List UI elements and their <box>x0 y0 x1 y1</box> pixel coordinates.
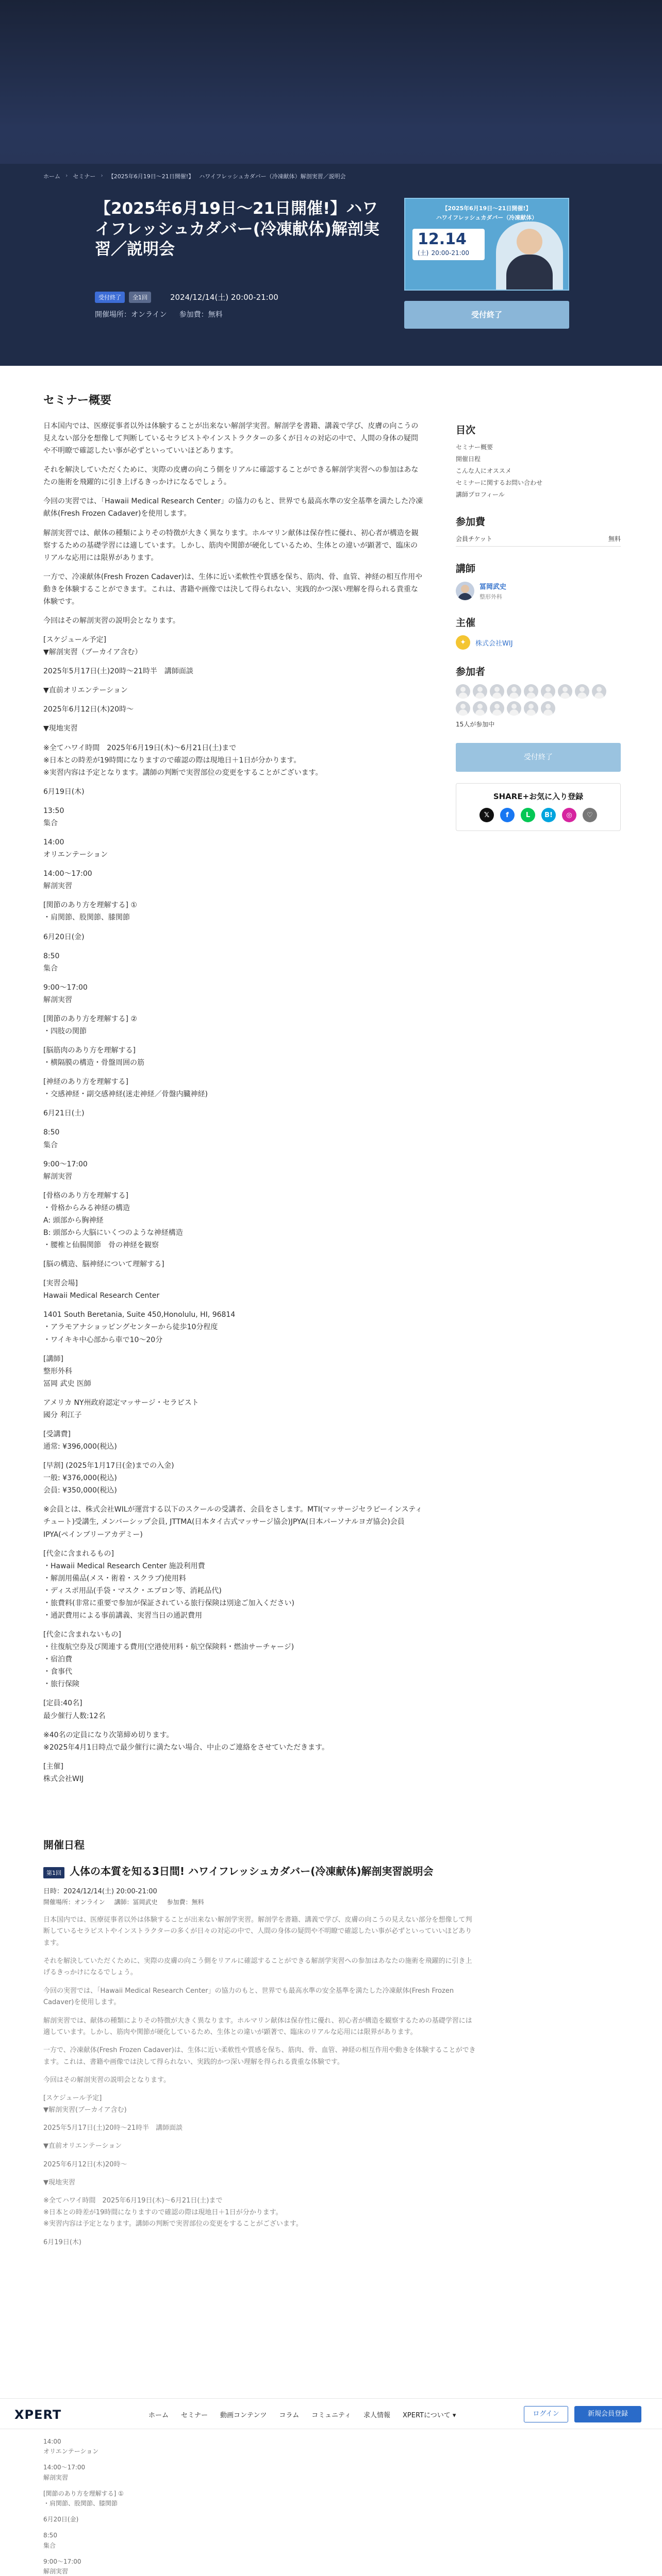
paragraph: 6月20日(金) <box>43 2516 79 2523</box>
paragraph: 6月19日(木) <box>43 787 85 796</box>
paragraph: 今回の実習では、「Hawaii Medical Research Center」の協力のもと、世界でも最高水準の安全基準を満たした冷凍献体(Fresh Frozen Cadaver)を使用します。 <box>43 497 423 518</box>
paragraph: 一方で、冷凍献体(Fresh Frozen Cadaver)は、生体に近い柔軟性や質感を保ち、筋肉、骨、血管、神経の相互作用や動きを体験することができます。これは、書籍や画像では決して得られない、実践的かつ深い理解を得られる貴重な体験です。 <box>43 572 423 606</box>
event-meta <box>95 309 223 319</box>
paragraph: 解剖実習では、献体の種類によりその特徴が大きく異なります。ホルマリン献体は保存性に優れ、初心者が構造を観察するための基礎学習には適しています。しかし、筋肉や関節が硬化しているため、生体との違いが顕著で、臨床のリアルな応用には限界があります。 <box>43 529 419 562</box>
breadcrumb-event-date: 【2025年6月19日〜21日開催!】 <box>108 173 194 180</box>
schedule-section <box>43 1837 476 2255</box>
event-fee: 参加費：無料 <box>179 311 223 319</box>
paragraph: 今回の実習では、「Hawaii Medical Research Center」の協力のもと、世界でも最高水準の安全基準を満たした冷凍献体(Fresh Frozen Cadaver)を使用します。 <box>43 1987 456 2007</box>
fee-ticket-name: 会員チケット <box>456 535 492 543</box>
participant-avatar <box>541 684 555 699</box>
toc-item-recommend[interactable]: こんな人にオススメ <box>456 467 511 474</box>
lecturer-title: 講師 <box>456 563 476 574</box>
paragraph: ▼直前オリエンテーション <box>43 2142 122 2150</box>
paragraph: 13:50 集合 <box>43 806 64 827</box>
participant-avatar <box>507 684 521 699</box>
x-icon[interactable]: 𝕏 <box>479 808 494 822</box>
participant-avatar <box>541 701 555 716</box>
schedule-fee: 参加費：無料 <box>167 1899 204 1906</box>
paragraph: ※全てハワイ時間 2025年6月19日(木)〜6月21日(土)まで ※日本との時差が19時間になりますので確認の際は現地日＋1日が分かります。 ※実習内容は予定となります。講師の判断で実習部位の変更をすることがございます。 <box>43 743 323 777</box>
paragraph: 6月21日(土) <box>43 1109 85 1118</box>
paragraph: それを解決していただくために、実際の皮膚の向こう側をリアルに確認することができる解剖学実習への参加はあなたの施術を飛躍的に引き上げるきっかけになるでしょう。 <box>43 466 419 487</box>
thumbnail-line2: ハワイフレッシュカダバー（冷凍献体） <box>436 214 538 221</box>
paragraph: ※全てハワイ時間 2025年6月19日(木)〜6月21日(土)まで ※日本との時差が19時間になりますので確認の際は現地日＋1日が分かります。 ※実習内容は予定となります。講師の判断で実習部位の変更をすることがございます。 <box>43 2197 303 2228</box>
facebook-icon[interactable]: f <box>500 808 515 822</box>
paragraph: [スケジュール予定] ▼解剖実習(ブーカイア含む) <box>43 2094 127 2114</box>
paragraph: 2025年6月12日(木)20時〜 <box>43 705 134 714</box>
paragraph: [脳の構造、脳神経について理解する] <box>43 1260 164 1269</box>
paragraph: [代金に含まれないもの] ・往復航空券及び関連する費用(空港使用料・航空保険料・燃油サーチャージ) ・宿泊費 ・食事代 ・旅行保険 <box>43 1631 294 1689</box>
schedule-body <box>43 1914 476 2248</box>
thumbnail-day: (土) <box>418 249 429 257</box>
organizer-block <box>456 615 621 650</box>
paragraph: [脳筋肉のあり方を理解する] ・横隔膜の構造・骨盤周囲の筋 <box>43 1046 144 1067</box>
paragraph: 一方で、冷凍献体(Fresh Frozen Cadaver)は、生体に近い柔軟性や質感を保ち、筋肉、骨、血管、神経の相互作用や動きを体験することができます。これは、書籍や画像では決して得られない、実践的かつ深い理解を得られる貴重な体験です。 <box>43 2046 476 2066</box>
site-logo[interactable]: XPERT <box>14 2408 62 2422</box>
paragraph: 14:00 オリエンテーション <box>43 2438 99 2455</box>
line-icon[interactable]: L <box>521 808 535 822</box>
participant-avatars <box>456 684 621 716</box>
fee-row <box>456 534 621 547</box>
toc-item-lecturer[interactable]: 講師プロフィール <box>456 491 505 498</box>
status-badge: 受付終了 <box>95 292 125 303</box>
schedule-title: 開催日程 <box>43 1839 85 1851</box>
paragraph: [定員:40名] 最少催行人数:12名 <box>43 1699 106 1720</box>
participant-avatar <box>490 684 504 699</box>
fee-block <box>456 514 621 547</box>
main-nav <box>148 2410 456 2419</box>
paragraph: 2025年6月12日(木)20時〜 <box>43 2160 127 2168</box>
thumbnail-line1: 【2025年6月19日〜21日開催!】 <box>442 205 532 212</box>
paragraph: 2025年5月17日(土)20時〜21時半 講師面談 <box>43 2124 183 2132</box>
paragraph: 8:50 集合 <box>43 952 60 973</box>
fee-ticket-value: 無料 <box>608 535 621 543</box>
participant-avatar <box>524 701 538 716</box>
paragraph: 今回はその解剖実習の説明会となります。 <box>43 617 180 625</box>
participant-avatar <box>524 684 538 699</box>
paragraph: [受講費] 通常: ¥396,000(税込) <box>43 1430 117 1451</box>
sidebar <box>456 422 621 831</box>
nav-about[interactable]: XPERTについて ▾ <box>402 2412 456 2419</box>
paragraph: 6月20日(金) <box>43 933 85 941</box>
paragraph: 6月19日(木) <box>43 2238 81 2246</box>
session-badge: 第1回 <box>43 1867 64 1878</box>
paragraph: 解剖実習では、献体の種類によりその特徴が大きく異なります。ホルマリン献体は保存性に優れ、初心者が構造を観察するための基礎学習には適しています。しかし、筋肉や関節が硬化しているため、生体との違いが顕著で、臨床のリアルな応用には限界があります。 <box>43 2016 472 2036</box>
paragraph: [スケジュール予定] ▼解剖実習（ブーカイア含む） <box>43 636 142 657</box>
paragraph: 14:00〜17:00 解剖実習 <box>43 870 92 891</box>
organizer-card[interactable] <box>456 635 621 650</box>
toc-block <box>456 422 621 499</box>
toc-list <box>456 443 621 499</box>
event-venue: 開催場所：オンライン <box>95 311 167 319</box>
thumbnail-date <box>412 229 485 260</box>
thumbnail-date-value: 12.14 <box>418 230 467 248</box>
event-tags <box>95 292 151 303</box>
breadcrumb-event-name: ハワイフレッシュカダバー（冷凍献体）解剖実習／説明会 <box>199 173 346 180</box>
paragraph: [実習会場] Hawaii Medical Research Center <box>43 1279 160 1300</box>
schedule-lecturer: 講師：冨岡武史 <box>114 1899 158 1906</box>
lecturer-block <box>456 561 621 601</box>
session-count-badge: 全1回 <box>129 292 151 303</box>
share-title: SHARE+お気に入り登録 <box>493 792 584 801</box>
paragraph: [神経のあり方を理解する] ・交感神経・副交感神経(迷走神経／骨盤内臓神経) <box>43 1078 208 1099</box>
schedule-continued <box>43 2437 425 2576</box>
participants-title: 参加者 <box>456 666 486 677</box>
lecturer-role: 整形外科 <box>479 594 502 600</box>
paragraph: [講師] 整形外科 冨岡 武史 医師 <box>43 1354 91 1388</box>
paragraph: 8:50 集合 <box>43 2532 57 2549</box>
schedule-meta <box>43 1897 476 1906</box>
login-button[interactable]: ログイン <box>524 2406 568 2422</box>
paragraph: 14:00 オリエンテーション <box>43 838 108 859</box>
overview-title: セミナー概要 <box>43 394 112 407</box>
paragraph: 14:00〜17:00 解剖実習 <box>43 2464 86 2481</box>
share-icons <box>456 808 620 822</box>
breadcrumb-seminar[interactable]: セミナー <box>73 173 96 180</box>
fee-title: 参加費 <box>456 516 486 528</box>
paragraph: 日本国内では、医療従事者以外は体験することが出来ない解剖学実習。解剖学を書籍、講義で学び、皮膚の向こうの見えない部分を想像して判断しているセラピストやインストラクターの多くが日々の対応の中で、人間の身体の疑問や不明瞭で確認したい事が必ずといっていいほどあります。 <box>43 422 419 455</box>
paragraph: 1401 South Beretania, Suite 450,Honolulu, HI, 96814 ・アラモアナショッピングセンターから徒歩10分程度 ・ワイキキ中心部から車で10〜20分 <box>43 1311 236 1344</box>
hero-section <box>0 0 662 366</box>
instagram-icon[interactable]: ◎ <box>562 808 576 822</box>
nav-videos[interactable]: 動画コンテンツ <box>220 2412 267 2419</box>
paragraph: 9:00〜17:00 解剖実習 <box>43 1160 88 1181</box>
paragraph: 9:00〜17:00 解剖実習 <box>43 983 88 1004</box>
nav-jobs[interactable]: 求人情報 <box>363 2412 390 2419</box>
participant-avatar <box>456 684 470 699</box>
paragraph: ※会員とは、株式会社WILが運営する以下のスクールの受講者、会員をさします。MTI(マッサージセラピーインスティチュート)受講生, メンバーシップ会員, JTTMA(日本タイ古式マッサージ協会)JPYA(日本パーソナルヨガ協会)会員IPYA(ペインブリーアカデミー) <box>43 1505 423 1539</box>
nav-home[interactable]: ホーム <box>148 2412 169 2419</box>
toc-title: 目次 <box>456 425 476 436</box>
paragraph: それを解決していただくために、実際の皮膚の向こう側をリアルに確認することができる解剖学実習への参加はあなたの施術を飛躍的に引き上げるきっかけになるでしょう。 <box>43 1957 472 1977</box>
toc-item-overview[interactable]: セミナー概要 <box>456 444 493 451</box>
paragraph: [早割] (2025年1月17日(金)までの入金) 一般: ¥376,000(税込) 会員: ¥350,000(税込) <box>43 1462 174 1495</box>
participant-avatar <box>507 701 521 716</box>
participant-avatar <box>575 684 589 699</box>
register-button[interactable]: 新規会員登録 <box>574 2406 641 2422</box>
paragraph: アメリカ NY州政府認定マッサージ・セラピスト 國分 利江子 <box>43 1398 199 1419</box>
paragraph: ▼直前オリエンテーション <box>43 686 128 695</box>
nav-community[interactable]: コミュニティ <box>311 2412 351 2419</box>
schedule-datetime: 日時：2024/12/14(土) 20:00-21:00 <box>43 1888 157 1895</box>
paragraph: 2025年5月17日(土)20時〜21時半 講師面談 <box>43 667 193 676</box>
paragraph: ▼現地実習 <box>43 2179 75 2187</box>
paragraph: 8:50 集合 <box>43 1128 60 1149</box>
participant-avatar <box>473 701 487 716</box>
event-thumbnail <box>404 198 569 291</box>
thumbnail-time: 20:00-21:00 <box>431 249 469 257</box>
sidebar-closed-button[interactable]: 受付終了 <box>456 743 621 772</box>
site-header <box>0 2398 662 2429</box>
participant-avatar <box>456 701 470 716</box>
nav-seminar[interactable]: セミナー <box>181 2412 208 2419</box>
paragraph: [関節のあり方を理解する] ① ・肩関節、股関節、膝関節 <box>43 2489 124 2507</box>
participant-avatar <box>592 684 606 699</box>
paragraph: [骨格のあり方を理解する] ・骨格からみる神経の構造 A: 頭部から胸神経 B: 頭部から大脳にいくつのような神経構造 ・腰椎と仙腸関節 骨の神経を観察 <box>43 1191 183 1250</box>
bookmark-icon[interactable]: ♡ <box>583 808 597 822</box>
participants-block <box>456 664 621 728</box>
participant-avatar <box>490 701 504 716</box>
paragraph: 9:00〜17:00 解剖実習 <box>43 2557 81 2575</box>
overview-body <box>43 420 425 1785</box>
closed-button[interactable]: 受付終了 <box>404 301 569 329</box>
nav-column[interactable]: コラム <box>279 2412 300 2419</box>
breadcrumb: ホーム › セミナー › 【2025年6月19日〜21日開催!】 ハワイフレッシュカダバー（冷凍献体）解剖実習／説明会 <box>43 172 346 180</box>
organizer-title: 主催 <box>456 617 476 629</box>
participants-count: 15人が参加中 <box>456 721 495 728</box>
overview-section <box>43 392 425 1792</box>
toc-item-contact[interactable]: セミナーに関するお問い合わせ <box>456 479 543 486</box>
hatena-icon[interactable]: B! <box>541 808 556 822</box>
schedule-venue: 開催場所：オンライン <box>43 1899 105 1906</box>
participant-avatar <box>558 684 572 699</box>
toc-item-schedule[interactable]: 開催日程 <box>456 455 481 463</box>
lecturer-photo <box>496 222 563 291</box>
schedule-card-header <box>43 1864 476 1878</box>
lecturer-card[interactable] <box>456 581 621 601</box>
avatar <box>456 582 474 600</box>
breadcrumb-home[interactable]: ホーム <box>43 173 60 180</box>
schedule-continued-body <box>43 2437 425 2576</box>
event-datetime: 2024/12/14(土) 20:00-21:00 <box>170 293 278 302</box>
schedule-card-title: 人体の本質を知る3日間! ハワイフレッシュカダバー(冷凍献体)解剖実習説明会 <box>70 1865 434 1877</box>
paragraph: 日本国内では、医療従事者以外は体験することが出来ない解剖学実習。解剖学を書籍、講義で学び、皮膚の向こうの見えない部分を想像して判断しているセラピストやインストラクターの多くが日々の対応の中で、人間の身体の疑問や不明瞭で確認したい事が必ずといっていいほどあります。 <box>43 1916 472 1947</box>
paragraph: ※40名の定員になり次第締め切ります。 ※2025年4月1日時点で最少催行に満たない場合、中止のご連絡をさせていただきます。 <box>43 1731 329 1752</box>
organizer-logo-icon: ✦ <box>456 635 470 650</box>
paragraph: [代金に含まれるもの] ・Hawaii Medical Research Center 施設利用費 ・解剖用備品(メス・術着・スクラブ)使用料 ・ディスポ用品(手袋・マスク・エプロン等、消耗品代) ・旅費料(非常に重要で参加が保証されている旅行保険は別途ご加入ください) ・通訳費用による事前講義、実習当日の通訳費用 <box>43 1549 294 1620</box>
page-title: 【2025年6月19日〜21日開催!】ハワイフレッシュカダバー(冷凍献体)解剖実習／説明会 <box>95 199 379 259</box>
paragraph: [主催] 株式会社WIJ <box>43 1762 84 1783</box>
organizer-name[interactable]: 株式会社WIJ <box>475 639 513 648</box>
share-box <box>456 783 621 831</box>
paragraph: [関節のあり方を理解する] ① ・肩関節、股関節、膝関節 <box>43 901 137 922</box>
participant-avatar <box>473 684 487 699</box>
paragraph: [関節のあり方を理解する] ② ・四肢の関節 <box>43 1014 137 1036</box>
paragraph: ▼現地実習 <box>43 724 78 733</box>
lecturer-name[interactable]: 冨岡武史 <box>479 583 507 591</box>
paragraph: 今回はその解剖実習の説明会となります。 <box>43 2076 170 2084</box>
